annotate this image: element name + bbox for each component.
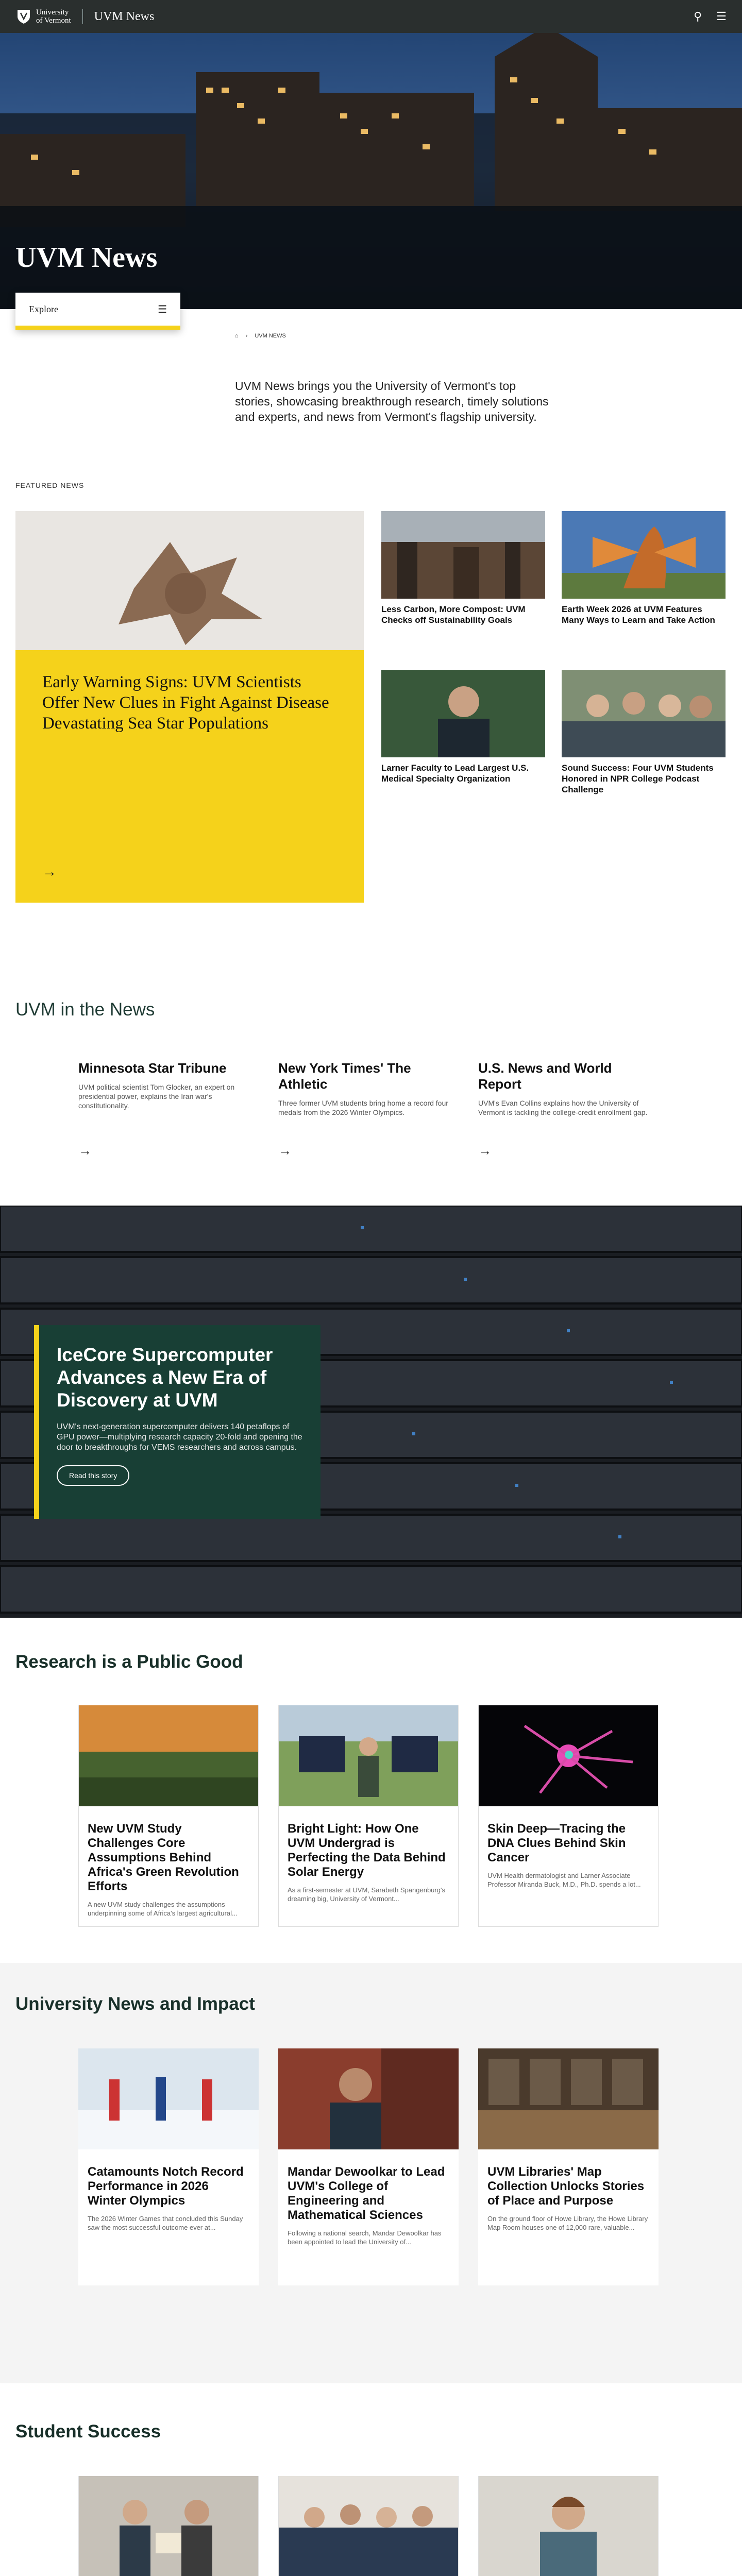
arrow-right-icon: → bbox=[42, 863, 57, 879]
story-title: UVM Libraries' Map Collection Unlocks Stories of Place and Purpose bbox=[487, 2165, 645, 2208]
compost-image bbox=[381, 511, 545, 599]
story-card[interactable] bbox=[278, 2048, 459, 2285]
story-card[interactable] bbox=[478, 2048, 659, 2285]
icecore-title: IceCore Supercomputer Advances a New Era of Discovery at UVM bbox=[57, 1344, 273, 1411]
news-source: New York Times' The Athletic bbox=[278, 1060, 411, 1092]
sea-star-image bbox=[15, 511, 364, 650]
featured-main-story[interactable] bbox=[15, 511, 364, 903]
skin-cell-image bbox=[478, 1705, 659, 1806]
story-card[interactable] bbox=[278, 1705, 459, 1927]
featured-card-title: Earth Week 2026 at UVM Features Many Ways to Learn and Take Action bbox=[562, 604, 715, 625]
news-summary: UVM's Evan Collins explains how the University of Vermont is tackling the college-credit enrollment gap. bbox=[478, 1099, 648, 1116]
earth-week-image bbox=[562, 511, 726, 599]
breadcrumb bbox=[235, 333, 286, 339]
news-source: Minnesota Star Tribune bbox=[78, 1060, 227, 1076]
featured-main-title: Early Warning Signs: UVM Scientists Offer New Clues in Fight Against Disease Devastating Sea Star Populations bbox=[42, 673, 329, 733]
featured-card[interactable] bbox=[562, 511, 726, 666]
search-icon[interactable]: ⚲ bbox=[694, 10, 702, 23]
story-card[interactable] bbox=[278, 2476, 459, 2576]
featured-card-title: Less Carbon, More Compost: UVM Checks off Sustainability Goals bbox=[381, 604, 526, 625]
news-source: U.S. News and World Report bbox=[478, 1060, 612, 1092]
story-summary: UVM Health dermatologist and Larner Associate Professor Miranda Buck, M.D., Ph.D. spends a lot... bbox=[487, 1872, 641, 1888]
solar-panels-image bbox=[278, 1705, 459, 1806]
home-icon[interactable]: ⌂ bbox=[235, 333, 239, 339]
story-card[interactable] bbox=[78, 1705, 259, 1927]
icecore-story-box bbox=[34, 1325, 321, 1519]
featured-card-title: Larner Faculty to Lead Largest U.S. Medical Specialty Organization bbox=[381, 763, 529, 784]
site-header bbox=[0, 0, 742, 33]
faculty-portrait-image bbox=[381, 670, 545, 757]
featured-card[interactable] bbox=[562, 670, 726, 824]
explore-menu-button[interactable] bbox=[15, 293, 180, 330]
read-story-button[interactable]: Read this story bbox=[57, 1465, 129, 1486]
news-item[interactable] bbox=[478, 1060, 653, 1168]
intro-text: UVM News brings you the University of Vermont's top stories, showcasing breakthrough research, timely solutions and experts, and news from Vermont's flagship university. bbox=[235, 379, 549, 423]
featured-card[interactable] bbox=[381, 670, 545, 824]
story-card[interactable] bbox=[478, 1705, 659, 1927]
story-card[interactable] bbox=[478, 2476, 659, 2576]
olympics-skiers-image bbox=[78, 2048, 259, 2149]
story-summary: As a first-semester at UVM, Sarabeth Spangenburg's dreaming big, University of Vermont... bbox=[288, 1886, 445, 1903]
map-room-image bbox=[478, 2048, 659, 2149]
story-title: Mandar Dewoolkar to Lead UVM's College of Engineering and Mathematical Sciences bbox=[288, 2165, 445, 2222]
news-summary: Three former UVM students bring home a record four medals from the 2026 Winter Olympics. bbox=[278, 1099, 448, 1116]
hero-title: UVM News bbox=[15, 242, 158, 274]
engineering-students-image bbox=[78, 2476, 259, 2576]
africa-field-image bbox=[78, 1705, 259, 1806]
athlete-student-image bbox=[278, 2476, 459, 2576]
arrow-right-icon: → bbox=[278, 1143, 292, 1158]
logo-line2: of Vermont bbox=[36, 16, 71, 25]
story-title: Skin Deep—Tracing the DNA Clues Behind Skin Cancer bbox=[487, 1822, 626, 1865]
news-item[interactable] bbox=[278, 1060, 453, 1168]
impact-heading: University News and Impact bbox=[15, 1994, 255, 2014]
story-card[interactable] bbox=[78, 2048, 259, 2285]
arrow-right-icon: → bbox=[478, 1143, 492, 1158]
graduate-student-image bbox=[478, 2476, 659, 2576]
arrow-right-icon: → bbox=[78, 1143, 92, 1158]
story-title: New UVM Study Challenges Core Assumptions Behind Africa's Green Revolution Efforts bbox=[88, 1822, 239, 1893]
news-item[interactable] bbox=[78, 1060, 254, 1168]
story-title: Bright Light: How One UVM Undergrad is Perfecting the Data Behind Solar Energy bbox=[288, 1822, 446, 1879]
site-title-link[interactable]: UVM News bbox=[94, 9, 155, 23]
podcast-students-image bbox=[562, 670, 726, 757]
story-summary: On the ground floor of Howe Library, the Howe Library Map Room houses one of 12,000 rare, valuable... bbox=[487, 2215, 648, 2231]
logo-line1: University bbox=[36, 8, 69, 16]
hamburger-icon: ☰ bbox=[158, 303, 167, 315]
in-the-news-heading: UVM in the News bbox=[15, 999, 155, 1020]
featured-card[interactable] bbox=[381, 511, 545, 666]
header-divider bbox=[82, 9, 83, 24]
uvm-logo[interactable] bbox=[15, 8, 71, 25]
student-success-heading: Student Success bbox=[15, 2421, 161, 2442]
story-summary: The 2026 Winter Games that concluded this Sunday saw the most successful outcome ever at... bbox=[88, 2215, 243, 2231]
breadcrumb-current: UVM NEWS bbox=[255, 333, 286, 339]
dean-portrait-image bbox=[278, 2048, 459, 2149]
shield-logo-icon bbox=[15, 8, 32, 25]
featured-label: FEATURED NEWS bbox=[15, 481, 85, 489]
menu-icon[interactable]: ☰ bbox=[716, 10, 727, 23]
icecore-text: UVM's next-generation supercomputer delivers 140 petaflops of GPU power—multiplying research capacity 20-fold and opening the door to breakthroughs for VEMS researchers and across campus. bbox=[57, 1422, 302, 1452]
story-card[interactable] bbox=[78, 2476, 259, 2576]
story-summary: Following a national search, Mandar Dewoolkar has been appointed to lead the University of... bbox=[288, 2229, 442, 2246]
news-summary: UVM political scientist Tom Glocker, an expert on presidential power, explains the Iran war's constitutionality. bbox=[78, 1083, 235, 1110]
chevron-right-icon: › bbox=[245, 333, 248, 339]
story-summary: A new UVM study challenges the assumptions underpinning some of Africa's largest agricultural... bbox=[88, 1901, 238, 1917]
hero-banner bbox=[0, 0, 742, 309]
explore-label: Explore bbox=[29, 303, 58, 314]
story-title: Catamounts Notch Record Performance in 2026 Winter Olympics bbox=[88, 2165, 244, 2208]
featured-card-title: Sound Success: Four UVM Students Honored in NPR College Podcast Challenge bbox=[562, 763, 714, 794]
public-good-heading: Research is a Public Good bbox=[15, 1652, 243, 1672]
